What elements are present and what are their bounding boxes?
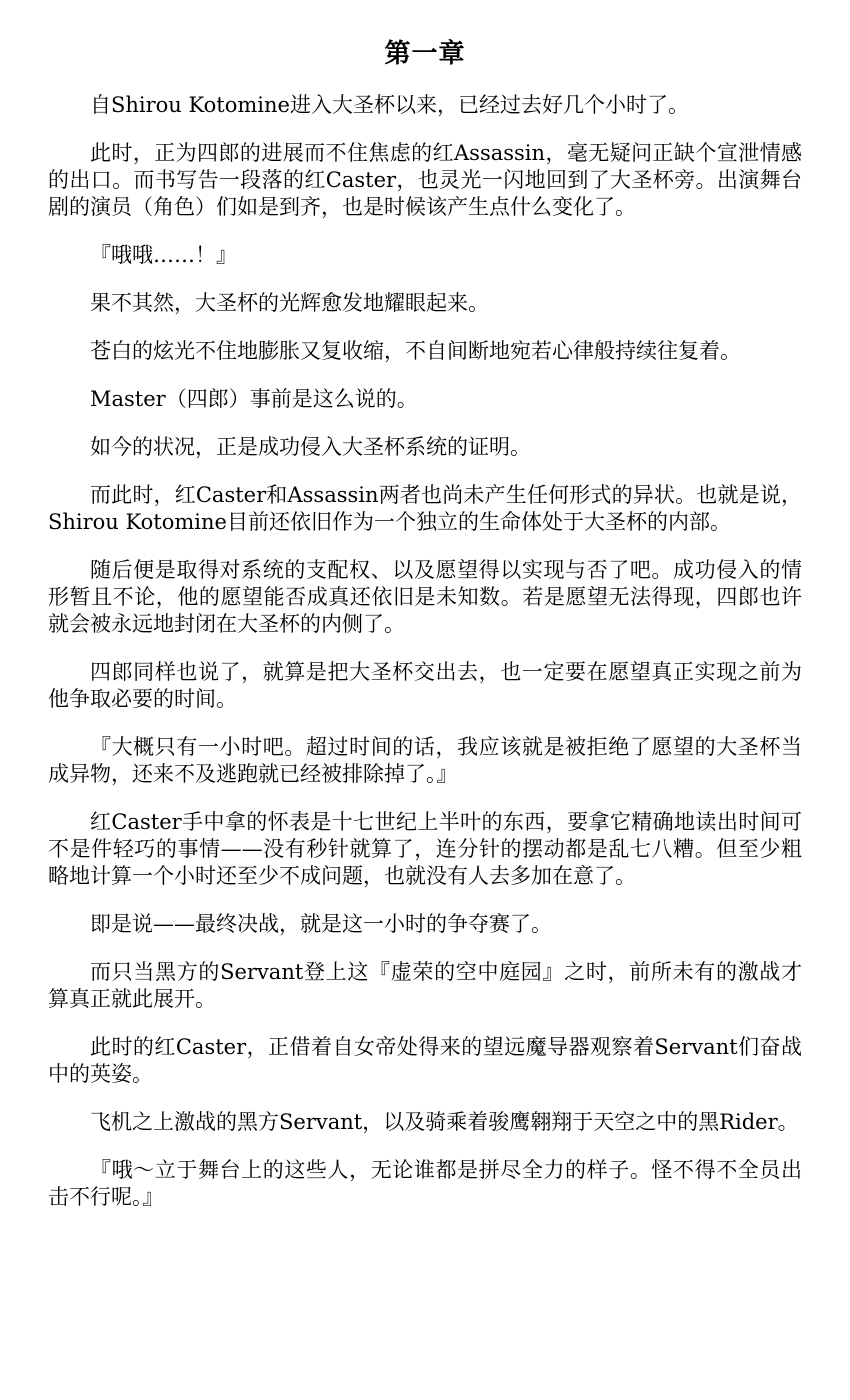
paragraph: 四郎同样也说了，就算是把大圣杯交出去，也一定要在愿望真正实现之前为他争取必要的时间。	[48, 660, 802, 711]
paragraph: 飞机之上激战的黑方Servant，以及骑乘着骏鹰翱翔于天空之中的黑Rider。	[90, 1110, 799, 1134]
paragraph: 此时的红Caster，正借着自女帝处得来的望远魔导器观察着Servant们奋战中的英姿。	[48, 1035, 802, 1086]
paragraph: 而只当黑方的Servant登上这『虚荣的空中庭园』之时，前所未有的激战才算真正就此展开。	[48, 960, 802, 1011]
paragraph: 『哦哦……！』	[90, 243, 237, 267]
paragraph: 而此时，红Caster和Assassin两者也尚未产生任何形式的异状。也就是说，Shirou Kotomine目前还依旧作为一个独立的生命体处于大圣杯的内部。	[48, 483, 802, 534]
paragraph: 红Caster手中拿的怀表是十七世纪上半叶的东西，要拿它精确地读出时间可不是件轻巧的事情——没有秒针就算了，连分针的摆动都是乱七八糟。但至少粗略地计算一个小时还至少不成问题，也就没有人去多加在意了。	[48, 810, 802, 888]
paragraph: 苍白的炫光不住地膨胀又复收缩，不自间断地宛若心律般持续往复着。	[90, 339, 741, 363]
paragraph: 随后便是取得对系统的支配权、以及愿望得以实现与否了吧。成功侵入的情形暂且不论，他的愿望能否成真还依旧是未知数。若是愿望无法得现，四郎也许就会被永远地封闭在大圣杯的内侧了。	[48, 558, 802, 636]
paragraph: Master（四郎）事前是这么说的。	[90, 387, 418, 411]
paragraph: 即是说——最终决战，就是这一小时的争夺赛了。	[90, 912, 552, 936]
paragraph: 『哦～立于舞台上的这些人，无论谁都是拼尽全力的样子。怪不得不全员出击不行呢。』	[48, 1158, 802, 1209]
paragraph: 如今的状况，正是成功侵入大圣杯系统的证明。	[90, 435, 531, 459]
paragraph: 自Shirou Kotomine进入大圣杯以来，已经过去好几个小时了。	[90, 93, 689, 117]
paragraph: 果不其然，大圣杯的光辉愈发地耀眼起来。	[90, 291, 489, 315]
paragraph: 此时，正为四郎的进展而不住焦虑的红Assassin，毫无疑问正缺个宣泄情感的出口。而书写告一段落的红Caster，也灵光一闪地回到了大圣杯旁。出演舞台剧的演员（角色）们如是到齐，也是时候该产生点什么变化了。	[48, 141, 802, 219]
chapter-title: 第一章	[384, 39, 466, 69]
paragraph: 『大概只有一小时吧。超过时间的话，我应该就是被拒绝了愿望的大圣杯当成异物，还来不及逃跑就已经被排除掉了。』	[48, 735, 802, 786]
